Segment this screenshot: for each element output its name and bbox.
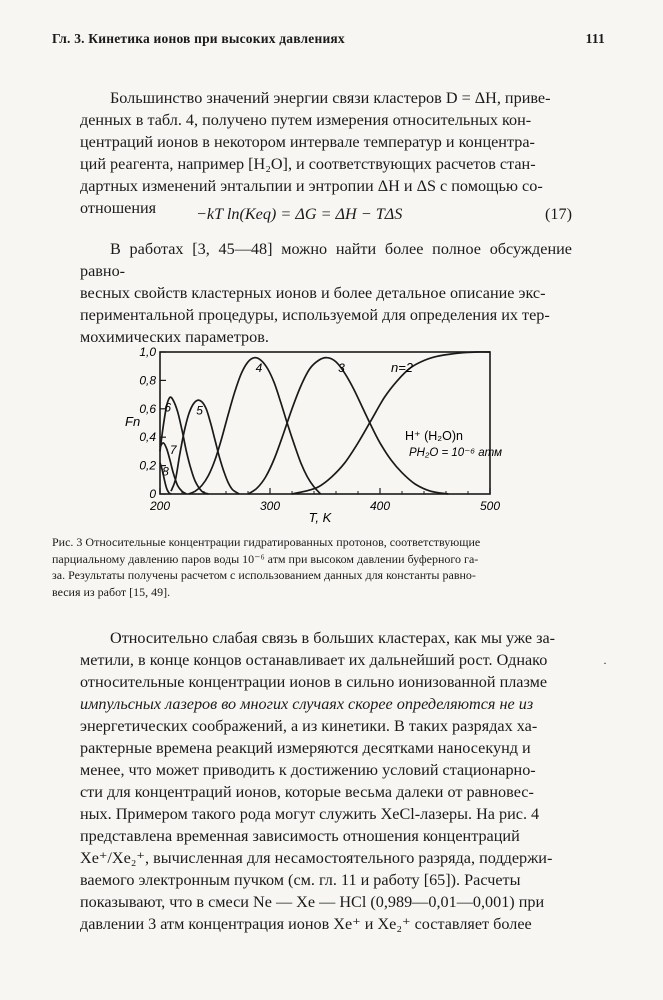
margin-mark: · <box>603 656 607 670</box>
y-tick-label: 0,2 <box>139 458 156 473</box>
text-line: В работах [3, 45—48] можно найти более полное обсуждение равно- <box>80 240 572 280</box>
series-label: 3 <box>338 360 345 375</box>
paragraph-1 <box>80 87 572 219</box>
y-tick-label: 0,8 <box>139 373 156 388</box>
series-line-4 <box>189 358 321 494</box>
series-label: 6 <box>164 400 172 415</box>
y-tick-label: 0,6 <box>139 401 156 416</box>
equation-17 <box>80 205 572 227</box>
y-tick-label: 1,0 <box>139 345 156 359</box>
annotation-ion: H⁺ (H₂O)n <box>405 429 463 443</box>
text-line: периментальной процедуры, используемой для определения их тер- <box>80 306 550 324</box>
paragraph-2 <box>80 238 572 348</box>
series-label: 5 <box>196 403 203 418</box>
fraction-chart <box>117 340 517 530</box>
text-line: дартных изменений энтальпии и энтропии ΔH и ΔS с помощью со- <box>80 177 543 195</box>
annotation-pressure: PH₂O = 10⁻⁶ атм <box>409 447 502 459</box>
text-line: отношения <box>80 199 157 217</box>
text-line: показывают, что в смеси Ne — Xe — HCl (0,989—0,01—0,001) при <box>80 893 545 911</box>
caption-line: Рис. 3 Относительные концентрации гидратированных протонов, соответствующие <box>52 535 481 549</box>
y-tick-label: 0 <box>149 487 156 501</box>
page-number: 111 <box>585 31 605 46</box>
caption-line: за. Результаты получены расчетом с использованием данных для константы равно- <box>52 568 476 582</box>
chapter-title: Гл. 3. Кинетика ионов при высоких давлениях <box>52 31 345 46</box>
series-line-3 <box>248 358 448 494</box>
text-line: импульсных лазеров во многих случаях скорее определяются не из <box>80 695 534 713</box>
figure-caption <box>52 534 572 600</box>
text-line: метили, в конце концов останавливает их дальнейший рост. Однако <box>80 651 548 669</box>
text-line: центраций ионов в некотором интервале температур и концентра- <box>80 133 535 151</box>
text-line: ваемого электронным пучком (см. гл. 11 и работу [65]). Расчеты <box>80 871 521 889</box>
x-tick-label: 400 <box>369 499 391 513</box>
text-line: рактерные времена реакций измеряются десятками наносекунд и <box>80 739 531 757</box>
text-line: денных в табл. 4, получено путем измерения относительных кон- <box>80 111 532 129</box>
series-label: 8 <box>162 464 169 479</box>
y-tick-label: 0,4 <box>139 430 156 445</box>
text-line: менее, что может приводить к достижению условий стационарно- <box>80 761 536 779</box>
text-line: Большинство значений энергии связи кластеров D = ΔH, приве- <box>110 89 551 107</box>
text-line: Xe⁺/Xe₂⁺, вычисленная для несамостоятельного разряда, поддержи- <box>80 849 553 867</box>
figure-3 <box>117 340 517 530</box>
y-axis-label: Fn <box>125 414 141 429</box>
text-line: ных. Примером такого рода могут служить XeCl-лазеры. На рис. 4 <box>80 805 540 823</box>
equation-number: (17) <box>545 205 572 223</box>
text-line: представлена временная зависимость отношения концентраций <box>80 827 520 845</box>
series-label: 4 <box>255 360 263 375</box>
text-line: ций реагента, например [H₂O], и соответствующих расчетов стан- <box>80 155 536 173</box>
series-label: 7 <box>169 443 177 458</box>
running-header <box>52 31 605 51</box>
text-line: давлении 3 атм концентрация ионов Xe⁺ и Xe₂⁺ составляет более <box>80 915 532 933</box>
caption-line: весия из работ [15, 49]. <box>52 584 171 599</box>
caption-line: парциальному давлению паров воды 10⁻⁶ атм при высоком давлении буферного га- <box>52 551 479 566</box>
text-line: Относительно слабая связь в больших кластерах, как мы уже за- <box>110 629 556 647</box>
x-axis-label: T, K <box>308 510 332 525</box>
text-line: мохимических параметров. <box>80 328 269 346</box>
text-line: сти для концентраций ионов, которые весьма далеки от равновес- <box>80 783 534 801</box>
text-line: энергетических соображений, а из кинетики. В таких разрядах ха- <box>80 717 538 735</box>
paragraph-3 <box>80 627 572 935</box>
equation-expression: −kT ln(Keq) = ΔG = ΔH − TΔS <box>196 205 403 223</box>
x-tick-label: 500 <box>479 499 501 513</box>
text-line: весных свойств кластерных ионов и более детальное описание экс- <box>80 284 546 302</box>
x-tick-label: 300 <box>259 499 281 513</box>
series-label: n=2 <box>390 359 414 375</box>
x-tick-label: 200 <box>149 499 171 513</box>
text-line: относительные концентрации ионов в сильно ионизованной плазме <box>80 673 548 691</box>
